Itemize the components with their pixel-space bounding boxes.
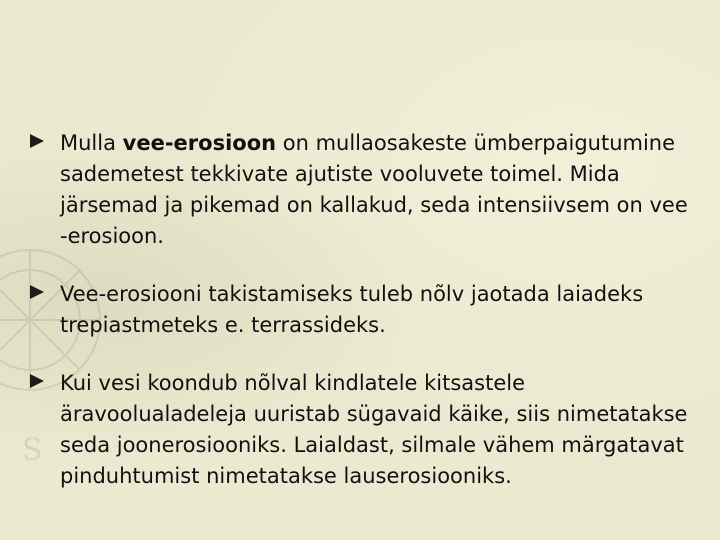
bullet-arrow-icon (30, 285, 44, 299)
bullet-item-gully-erosion (30, 368, 700, 492)
svg-text:S: S (22, 433, 43, 468)
bullet-text: Vee-erosiooni takistamiseks tuleb nõlv jaotada laiadeks trepiastmeteks e. terrassideks. (60, 282, 644, 337)
bullet-item-terraces (30, 279, 700, 341)
bullet-text: Mulla vee-erosioon on mullaosakeste ümberpaigutumine sademetest tekkivate ajutiste vooluvete toimel. Mida järsemad ja pikemad on kallakud, seda intensiivsem on vee -erosioon. (60, 131, 688, 248)
bullet-arrow-icon (30, 134, 44, 148)
bullet-list (30, 128, 700, 492)
bold-term: vee-erosioon (122, 131, 277, 155)
bullet-arrow-icon (30, 374, 44, 388)
bullet-text: Kui vesi koondub nõlval kindlatele kitsastele äravoolualadeleja uuristab sügavaid käike, siis nimetatakse seda joonerosiooniks. Laialdast, silmale vähem märgatavat pinduhtumist nimetatakse lauserosiooniks. (60, 371, 688, 488)
bullet-item-water-erosion (30, 128, 700, 252)
